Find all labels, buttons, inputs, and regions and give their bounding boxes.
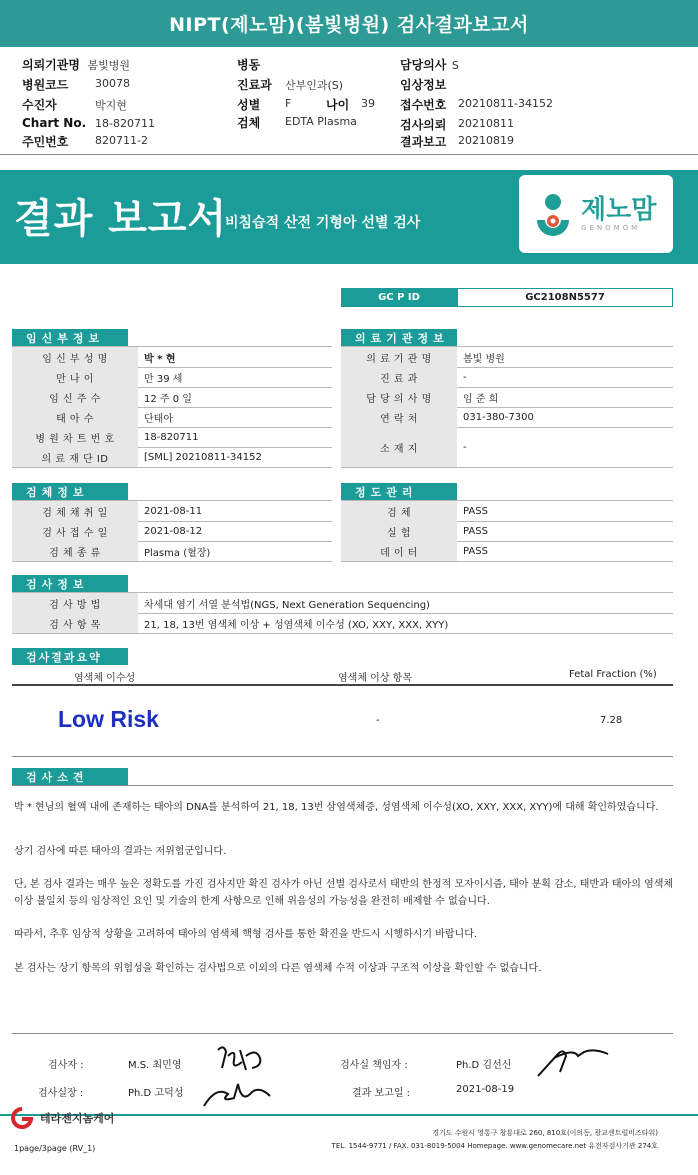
lab-responsible-label: 검사실 책임자 :	[340, 1060, 408, 1071]
qc-row	[341, 501, 673, 521]
age-label: 나이	[326, 98, 350, 112]
section-findings: 검사소견	[12, 768, 128, 785]
institution-row	[341, 367, 673, 387]
specimen-row-value: Plasma (혈장)	[144, 547, 211, 559]
col-abnormal-items: 염색체 이상 항목	[338, 673, 412, 684]
result-abnormal-value: -	[376, 715, 380, 726]
pregnant-row-value: 12 주 0 일	[144, 393, 192, 405]
divider	[12, 756, 673, 757]
divider	[12, 785, 673, 786]
institution-row-value: -	[463, 371, 467, 383]
qc-row	[341, 541, 673, 561]
result-low-risk: Low Risk	[58, 706, 159, 732]
institution-row-value: 031-380-7300	[463, 411, 534, 423]
pregnant-row	[12, 407, 332, 427]
pregnant-row-value: 박 * 현	[144, 353, 176, 365]
specimen-row-value: 2021-08-11	[144, 505, 203, 517]
institution-row	[341, 347, 673, 367]
specimen-row	[12, 541, 332, 561]
qc-row	[341, 521, 673, 541]
pregnant-row	[12, 367, 332, 387]
code-value: 30078	[95, 77, 130, 90]
pregnant-row-value: [SML] 20210811-34152	[144, 451, 262, 463]
id-value: 820711-2	[95, 134, 148, 147]
pregnant-row	[12, 347, 332, 367]
gcpid-label: GC P ID	[341, 288, 457, 307]
institution-row	[341, 387, 673, 407]
sex-label: 성별	[237, 98, 261, 112]
specimen-row-label: 검 체 채 취 일	[12, 501, 138, 521]
row-divider	[12, 467, 332, 468]
clinical-label: 임상정보	[400, 78, 447, 92]
section-quality-control: 정도관리	[341, 483, 457, 500]
row-divider	[12, 561, 332, 562]
finding-paragraph-5: 본 검사는 상기 항목의 위험성을 확인하는 검사법으로 이외의 다른 염색체 수적 이상과 구조적 이상을 확인할 수 없습니다.	[14, 963, 542, 974]
banner-title: 결과 보고서	[14, 196, 228, 242]
finding-paragraph-3: 단, 본 검사 결과는 매우 높은 정확도를 가진 검사지만 확진 검사가 아닌 선별 검사로서 태반의 한정적 모자이시즘, 태아 분획 감소, 태반과 태아의 염색체 이상 불일치 등의 임상적인 요인 및 기술의 한계 사항으로 인해 위음성의 가능성을 완전히 배제할 수 없습니다.	[14, 879, 674, 907]
id-label: 주민번호	[22, 135, 69, 149]
institution-row-value: 임 준 희	[463, 393, 499, 405]
pregnant-row-value: 18-820711	[144, 431, 199, 443]
report-date-label: 결과 보고일 :	[352, 1088, 411, 1099]
institution-row-value: 봄빛 병원	[463, 353, 505, 365]
hospital-value: 봄빛병원	[87, 59, 130, 72]
row-divider	[12, 633, 673, 634]
accession-label: 접수번호	[400, 98, 447, 112]
responsible-signature-icon	[534, 1042, 614, 1082]
specimen-row-label: 검 사 접 수 일	[12, 521, 138, 541]
result-fetal-fraction-value: 7.28	[600, 715, 623, 726]
result-table-header	[12, 665, 673, 686]
section-specimen-info: 검체정보	[12, 483, 128, 500]
test-row-value: 차세대 염기 서열 분석법(NGS, Next Generation Sequencing)	[144, 599, 430, 611]
dept-label: 진료과	[237, 78, 272, 92]
section-institution-info: 의료기관정보	[341, 329, 457, 346]
chart-value: 18-820711	[95, 117, 155, 130]
theragen-logo-icon	[8, 1107, 36, 1129]
tester-value: M.S. 최민영	[128, 1060, 182, 1071]
institution-row-label: 진 료 과	[341, 367, 457, 387]
company-contact: TEL. 1544-9771 / FAX. 031-8019-5004 Homepage. www.genomecare.net 유전자검사기관 274호	[331, 1142, 658, 1150]
pregnant-row-value: 만 39 세	[144, 373, 183, 385]
institution-row-label: 담 당 의 사 명	[341, 387, 457, 407]
lab-head-signature-icon	[200, 1076, 276, 1114]
institution-row	[341, 427, 673, 467]
report-title: NIPT(제노맘)(봄빛병원) 검사결과보고서	[0, 0, 698, 47]
code-label: 병원코드	[22, 78, 69, 92]
doctor-label: 담당의사	[400, 58, 447, 72]
divider	[12, 1033, 673, 1034]
specimen-value: EDTA Plasma	[285, 115, 357, 128]
tester-signature-icon	[212, 1042, 270, 1078]
company-name: 테라젠지놈케어	[40, 1112, 115, 1125]
qc-row-label: 실 험	[341, 521, 457, 541]
banner-subtitle: 비침습적 산전 기형아 선별 검사	[225, 215, 421, 231]
company-logo	[8, 1107, 114, 1129]
pregnant-row	[12, 447, 332, 467]
age-value: 39	[361, 97, 375, 110]
section-test-info: 검사정보	[12, 575, 128, 592]
pregnant-row-label: 태 아 수	[12, 407, 138, 427]
qc-row-value: PASS	[463, 525, 488, 537]
logo-sub-text: GENOMOM	[581, 224, 641, 232]
report-label: 결과보고	[400, 135, 447, 149]
company-address: 경기도 수원시 영통구 창룡대로 260, 810호(이의동, 광교센트럴비즈타워)	[432, 1129, 658, 1137]
pregnant-row-label: 의 료 재 단 ID	[12, 447, 138, 467]
request-value: 20210811	[458, 117, 514, 130]
finding-paragraph-1: 박 * 현님의 혈액 내에 존재하는 태아의 DNA를 분석하여 21, 18, 13번 삼염색체증, 성염색체 이수성(XO, XXY, XXX, XYY)에 대해 확인하였습니다.	[14, 802, 659, 813]
test-row-value: 21, 18, 13번 염색체 이상 + 성염색체 이수성 (XO, XXY, XXX, XYY)	[144, 619, 449, 631]
request-label: 검사의뢰	[400, 118, 447, 132]
pregnant-row	[12, 387, 332, 407]
patient-value: 박지현	[95, 99, 127, 112]
header-info	[0, 52, 698, 152]
specimen-row	[12, 521, 332, 541]
qc-row-value: PASS	[463, 545, 488, 557]
page-number: 1page/3page (RV_1)	[14, 1144, 96, 1153]
specimen-row-label: 검 체 종 류	[12, 541, 138, 561]
lab-head-label: 검사실장 :	[38, 1088, 84, 1099]
doctor-value: S	[451, 59, 459, 72]
sex-value: F	[285, 97, 292, 110]
institution-row	[341, 407, 673, 427]
row-divider	[341, 561, 673, 562]
institution-row-label: 소 재 지	[341, 427, 457, 467]
finding-paragraph-4: 따라서, 추후 임상적 상황을 고려하여 태아의 염색체 핵형 검사를 통한 확진을 반드시 시행하시기 바랍니다.	[14, 929, 478, 940]
patient-label: 수진자	[22, 98, 57, 112]
test-row-label: 검 사 방 법	[12, 593, 138, 613]
finding-paragraph-2: 상기 검사에 따른 태아의 결과는 저위험군입니다.	[14, 846, 227, 857]
section-result-summary: 검사결과요약	[12, 648, 128, 665]
institution-row-label: 의 료 기 관 명	[341, 347, 457, 367]
genomom-mark-icon	[531, 190, 575, 238]
pregnant-row-label: 임 신 주 수	[12, 387, 138, 407]
gcpid-value: GC2108N5577	[457, 288, 673, 307]
dept-value: 산부인과(S)	[285, 79, 344, 92]
lab-head-value: Ph.D 고덕성	[128, 1088, 184, 1099]
ward-label: 병동	[237, 58, 261, 72]
report-value: 20210819	[458, 134, 514, 147]
logo-main-text: 제노맘	[581, 195, 657, 225]
qc-row-label: 데 이 터	[341, 541, 457, 561]
chart-label: Chart No.	[22, 116, 87, 130]
report-date-value: 2021-08-19	[456, 1084, 515, 1095]
lab-responsible-value: Ph.D 김선신	[456, 1060, 512, 1071]
specimen-label: 검체	[237, 116, 261, 130]
institution-row-value: -	[463, 441, 467, 453]
qc-row-label: 검 체	[341, 501, 457, 521]
col-fetal-fraction: Fetal Fraction (%)	[569, 669, 657, 680]
col-aneuploidy: 염색체 이수성	[74, 673, 136, 684]
pregnant-row-label: 임 신 부 성 명	[12, 347, 138, 367]
header-divider	[0, 154, 698, 155]
pregnant-row-label: 만 나 이	[12, 367, 138, 387]
section-pregnant-info: 임신부정보	[12, 329, 128, 346]
accession-value: 20210811-34152	[458, 97, 553, 110]
hospital-label: 의뢰기관명	[22, 58, 80, 72]
pregnant-row-value: 단태아	[144, 413, 173, 425]
specimen-row-value: 2021-08-12	[144, 525, 203, 537]
test-row	[12, 593, 673, 613]
pregnant-row	[12, 427, 332, 447]
pregnant-row-label: 병 원 차 트 번 호	[12, 427, 138, 447]
qc-row-value: PASS	[463, 505, 488, 517]
genomom-logo	[519, 175, 673, 253]
test-row-label: 검 사 항 목	[12, 613, 138, 633]
specimen-row	[12, 501, 332, 521]
tester-label: 검사자 :	[48, 1060, 84, 1071]
row-divider	[341, 467, 673, 468]
test-row	[12, 613, 673, 633]
institution-row-label: 연 락 처	[341, 407, 457, 427]
